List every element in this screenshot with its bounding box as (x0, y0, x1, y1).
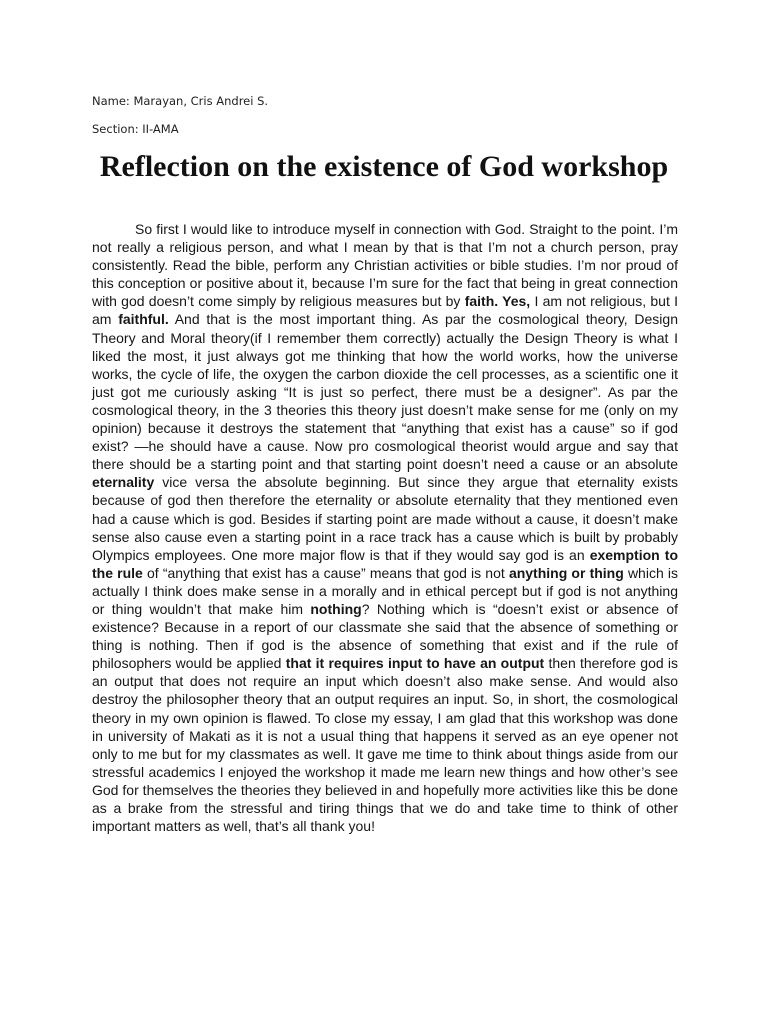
student-name: Name: Marayan, Cris Andrei S. (92, 94, 269, 108)
emphasis-eternality: eternality (92, 474, 155, 491)
essay-text: ? Nothing which is “doesn’t exist or absence of existence? Because in a report of our classmate she said that the absence of something or thing is nothing. Then if god is the absence of something that exist and if the rule of philosophers would be applied (92, 600, 679, 672)
essay-text: So first I would like to introduce myself in connection with God. Straight to the point. I’m not really a religious person, and what I mean by that is that I’m not a church person, pray consistently. Read the bible, perform any Christian activities or bible studies. I’m nor proud of this conception or positive about it, because I’m sure for the fact that being in great connection with god doesn’t come simply by religious measures but by (92, 221, 678, 310)
emphasis-nothing: nothing (310, 600, 362, 617)
emphasis-faithful: faithful. (118, 311, 169, 328)
essay-text: And that is the most important thing. As par the cosmological theory, Design Theory and Moral theory(if I remember them correctly) actually the Design Theory is what I liked the most, it just always got me thinking that how the world works, how the universe works, the cycle of life, the oxygen the carbon dioxide the cell processes, as a scientific one it just got me curiously asking “It is just so perfect, there must be a designer”. As par the cosmological theory, in the 3 theories this theory just doesn’t make sense for me (only on my opinion) because it destroys the statement that “anything that exist has a cause” so if god exist? —he should have a cause. Now pro cosmological theorist would argue and say that there should be a starting point and that starting point doesn’t need a cause or an absolute (92, 311, 678, 473)
essay-text: which is actually I think does make sense in a morally and in ethical percept but if god is not anything or thing wouldn’t that make him (92, 564, 679, 617)
document-title: Reflection on the existence of God workshop (99, 150, 669, 183)
emphasis-input-output: that it requires input to have an output (285, 655, 545, 672)
emphasis-anything-or-thing: anything or thing (508, 564, 624, 581)
essay-paragraph (92, 220, 678, 835)
essay-body (92, 220, 678, 835)
essay-text: then therefore god is an output that does not require an input which doesn’t also make sense. And would also destroy the philosopher theory that an output requires an input. So, in short, the cosmological theory in my own opinion is flawed. To close my essay, I am glad that this workshop was done in university of Makati as it is not a usual thing that happens it served as an eye opener not only to me but for my classmates as well. It gave me time to think about things aside from our stressful academics I enjoyed the workshop it made me learn new things and how other’s see God for themselves the theories they believed in and hopefully more activities like this be done as a brake from the stressful and tiring things that we do and take time to think of other important matters as well, that’s all thank you! (92, 655, 679, 835)
emphasis-exemption: exemption to the rule (92, 546, 678, 581)
emphasis-faith-yes: faith. Yes, (464, 293, 531, 310)
student-section: Section: II-AMA (92, 122, 179, 136)
essay-text: of “anything that exist has a cause” means that god is not (142, 564, 509, 581)
essay-text: vice versa the absolute beginning. But since they argue that eternality exists because of god then therefore the eternality or absolute eternality that they mentioned even had a cause which is god. Besides if starting point are made without a cause, it doesn’t make sense also cause even a starting point in a race track has a cause which is built by probably Olympics employees. One more major flow is that if they would say god is an (92, 474, 678, 563)
essay-text: I am not religious, but I am (92, 293, 679, 328)
